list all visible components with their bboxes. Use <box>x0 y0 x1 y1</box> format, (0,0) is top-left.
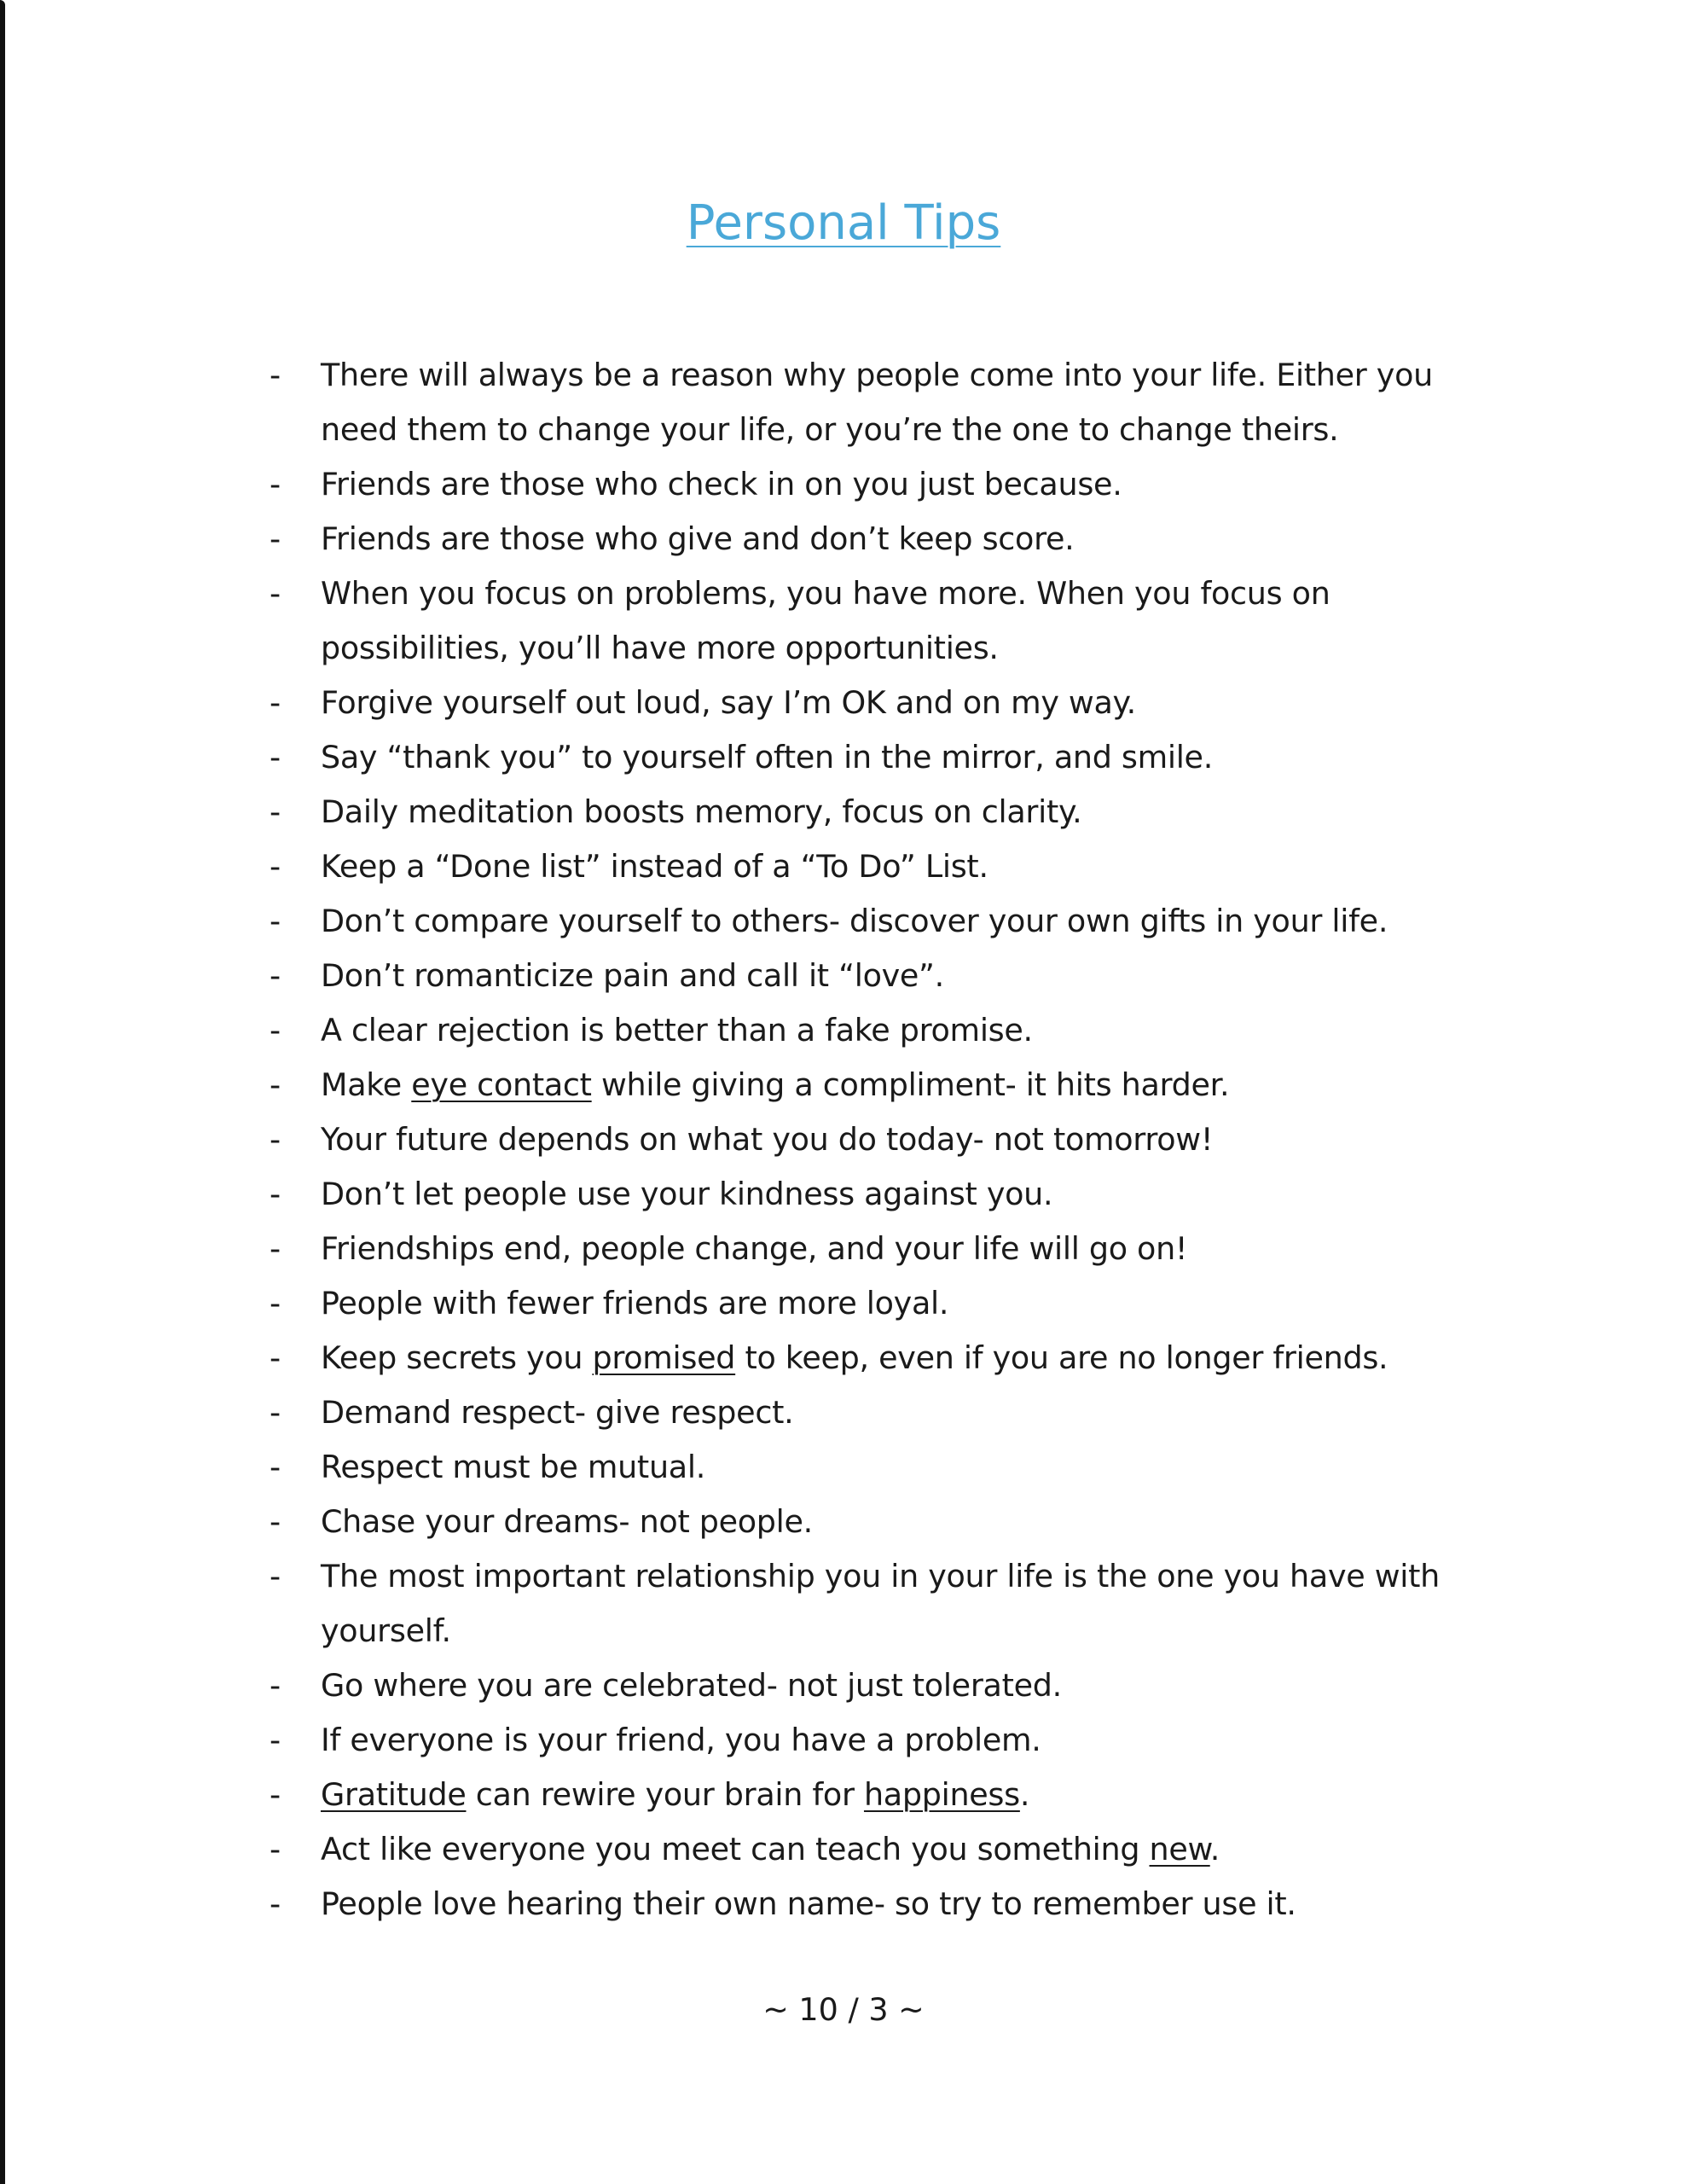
underlined-phrase: promised <box>592 1339 736 1376</box>
tip-segment: Don’t let people use your kindness against you. <box>321 1176 1053 1212</box>
bullet-dash: - <box>270 1722 281 1758</box>
tip-text <box>321 1394 793 1431</box>
tip-segment: possibilities, you’ll have more opportunities. <box>321 630 999 666</box>
tip-text <box>321 903 1388 939</box>
tip-text <box>321 1066 1229 1103</box>
bullet-dash: - <box>270 520 281 557</box>
tip-line <box>264 1549 1544 1604</box>
tip-line <box>264 1003 1544 1058</box>
tip-segment: can rewire your brain for <box>466 1776 864 1813</box>
tip-segment: . <box>1209 1831 1220 1867</box>
tip-segment: Your future depends on what you do today- not tomorrow! <box>321 1121 1214 1158</box>
bullet-dash: - <box>270 1776 281 1813</box>
bullet-dash: - <box>270 575 281 612</box>
tip-segment: while giving a compliment- it hits harder. <box>591 1066 1230 1103</box>
tip-segment: need them to change your life, or you’re the one to change theirs. <box>321 411 1339 448</box>
tip-line <box>264 1058 1544 1112</box>
tip-segment: . <box>1019 1776 1030 1813</box>
bullet-dash: - <box>270 1831 281 1867</box>
tip-line <box>264 894 1544 949</box>
tip-segment: Friendships end, people change, and your life will go on! <box>321 1230 1188 1267</box>
bullet-dash: - <box>270 793 281 830</box>
tip-text <box>321 1776 1029 1813</box>
tip-text <box>321 357 1433 393</box>
tip-segment: Don’t romanticize pain and call it “love”. <box>321 957 944 994</box>
tip-text <box>321 1722 1041 1758</box>
tip-line <box>264 348 1544 403</box>
bullet-dash: - <box>270 684 281 721</box>
tip-line <box>264 1604 1544 1658</box>
tip-text <box>321 957 944 994</box>
tip-text <box>321 1285 948 1321</box>
tip-line <box>264 1167 1544 1222</box>
tip-segment: Forgive yourself out loud, say I’m OK and on my way. <box>321 684 1136 721</box>
page-number: ~ 10 / 3 ~ <box>762 1991 925 2028</box>
tip-line <box>264 839 1544 894</box>
tip-segment: Keep a “Done list” instead of a “To Do” List. <box>321 848 988 885</box>
tip-segment: Don’t compare yourself to others- discover your own gifts in your life. <box>321 903 1388 939</box>
bullet-dash: - <box>270 1176 281 1212</box>
tip-line <box>264 512 1544 566</box>
page-title <box>0 189 1687 258</box>
tip-line <box>264 1276 1544 1331</box>
tip-segment: Make <box>321 1066 412 1103</box>
tip-segment: Friends are those who give and don’t keep score. <box>321 520 1075 557</box>
tip-segment: Daily meditation boosts memory, focus on clarity. <box>321 793 1082 830</box>
underlined-phrase: eye contact <box>411 1066 592 1103</box>
tip-line <box>264 1877 1544 1931</box>
tip-text <box>321 1339 1388 1376</box>
scan-edge <box>0 0 5 2184</box>
tip-segment: Respect must be mutual. <box>321 1449 705 1485</box>
tip-segment: The most important relationship you in your life is the one you have with <box>321 1558 1440 1594</box>
tip-segment: to keep, even if you are no longer friends. <box>735 1339 1388 1376</box>
bullet-dash: - <box>270 1121 281 1158</box>
tip-line <box>264 676 1544 730</box>
tip-segment: Friends are those who check in on you just because. <box>321 466 1122 502</box>
tip-segment: Act like everyone you meet can teach you something <box>321 1831 1150 1867</box>
bullet-dash: - <box>270 1285 281 1321</box>
tip-text <box>321 520 1074 557</box>
tip-line <box>264 403 1544 457</box>
bullet-dash: - <box>270 739 281 775</box>
bullet-dash: - <box>270 903 281 939</box>
tip-line <box>264 1112 1544 1167</box>
tip-line <box>264 1222 1544 1276</box>
bullet-dash: - <box>270 1339 281 1376</box>
tip-line <box>264 1822 1544 1877</box>
tip-line <box>264 1768 1544 1822</box>
tip-line <box>264 785 1544 839</box>
tip-line <box>264 1658 1544 1713</box>
tip-segment: When you focus on problems, you have more. When you focus on <box>321 575 1330 612</box>
tip-segment: yourself. <box>321 1612 451 1649</box>
tip-line <box>264 1713 1544 1768</box>
tip-segment: Go where you are celebrated- not just tolerated. <box>321 1667 1062 1704</box>
tip-text <box>321 1121 1213 1158</box>
tip-text <box>321 1667 1062 1704</box>
tip-text <box>321 1449 705 1485</box>
tip-segment: Demand respect- give respect. <box>321 1394 794 1431</box>
tip-line <box>264 1331 1544 1385</box>
bullet-dash: - <box>270 1230 281 1267</box>
tip-text <box>321 1831 1220 1867</box>
tip-segment: If everyone is your friend, you have a problem. <box>321 1722 1041 1758</box>
tip-line <box>264 621 1544 676</box>
tip-text <box>321 1503 813 1540</box>
tip-text <box>321 848 988 885</box>
tip-line <box>264 949 1544 1003</box>
tip-line <box>264 1385 1544 1440</box>
tip-segment: People with fewer friends are more loyal. <box>321 1285 949 1321</box>
tip-segment: There will always be a reason why people come into your life. Either you <box>321 357 1433 393</box>
tip-line <box>264 1440 1544 1495</box>
bullet-dash: - <box>270 1885 281 1922</box>
tip-segment: Chase your dreams- not people. <box>321 1503 813 1540</box>
tip-text <box>321 1230 1187 1267</box>
tip-text <box>321 1885 1296 1922</box>
tip-text <box>321 1176 1052 1212</box>
tip-text <box>321 793 1081 830</box>
tip-text <box>321 630 999 666</box>
bullet-dash: - <box>270 1558 281 1594</box>
underlined-phrase: Gratitude <box>321 1776 467 1813</box>
tip-text <box>321 411 1338 448</box>
tips-list <box>264 348 1544 1931</box>
bullet-dash: - <box>270 1394 281 1431</box>
tip-text <box>321 575 1330 612</box>
bullet-dash: - <box>270 466 281 502</box>
bullet-dash: - <box>270 357 281 393</box>
bullet-dash: - <box>270 1503 281 1540</box>
tip-segment: People love hearing their own name- so try to remember use it. <box>321 1885 1296 1922</box>
tip-text <box>321 684 1136 721</box>
tip-line <box>264 566 1544 621</box>
underlined-phrase: new <box>1149 1831 1210 1867</box>
tip-text <box>321 1558 1440 1594</box>
tip-segment: Say “thank you” to yourself often in the mirror, and smile. <box>321 739 1214 775</box>
page-title-text: Personal Tips <box>686 195 1001 251</box>
bullet-dash: - <box>270 848 281 885</box>
tip-line <box>264 730 1544 785</box>
tip-text <box>321 466 1122 502</box>
bullet-dash: - <box>270 1012 281 1048</box>
tip-segment: Keep secrets you <box>321 1339 593 1376</box>
tip-line <box>264 1495 1544 1549</box>
tip-segment: A clear rejection is better than a fake promise. <box>321 1012 1033 1048</box>
tip-text <box>321 1612 451 1649</box>
tip-text <box>321 739 1213 775</box>
bullet-dash: - <box>270 1449 281 1485</box>
bullet-dash: - <box>270 1066 281 1103</box>
underlined-phrase: happiness <box>863 1776 1020 1813</box>
tip-text <box>321 1012 1033 1048</box>
bullet-dash: - <box>270 1667 281 1704</box>
tip-line <box>264 457 1544 512</box>
bullet-dash: - <box>270 957 281 994</box>
